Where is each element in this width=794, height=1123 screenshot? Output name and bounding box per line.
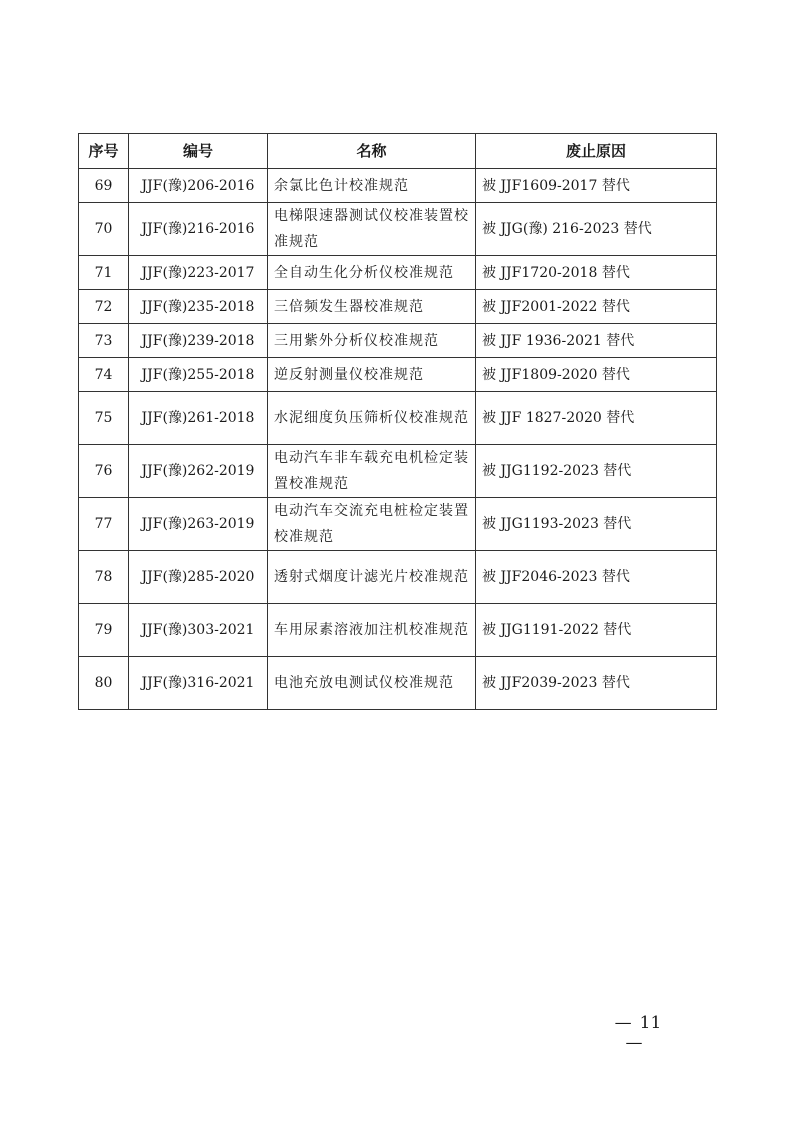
row-reason: 被 JJG1191-2022 替代 (476, 604, 717, 657)
table-row (79, 498, 717, 551)
row-seq: 74 (79, 358, 129, 392)
row-seq: 77 (79, 498, 129, 551)
page-number-dash-right: — (625, 1033, 643, 1053)
table-row (79, 169, 717, 203)
row-code: JJF(豫)255-2018 (129, 358, 268, 392)
row-code: JJF(豫)316-2021 (129, 657, 268, 710)
page-number-dash-left: — (614, 1013, 632, 1033)
row-reason: 被 JJF 1827-2020 替代 (476, 392, 717, 445)
row-seq: 75 (79, 392, 129, 445)
header-code: 编号 (129, 134, 268, 169)
row-seq: 69 (79, 169, 129, 203)
row-reason: 被 JJG1193-2023 替代 (476, 498, 717, 551)
row-reason: 被 JJF2046-2023 替代 (476, 551, 717, 604)
row-reason: 被 JJF1720-2018 替代 (476, 256, 717, 290)
table-row (79, 657, 717, 710)
row-code: JJF(豫)303-2021 (129, 604, 268, 657)
row-code: JJF(豫)206-2016 (129, 169, 268, 203)
abolished-standards-table (78, 133, 717, 710)
row-name: 余氯比色计校准规范 (268, 169, 476, 203)
row-name: 电动汽车交流充电桩检定装置校准规范 (268, 498, 476, 551)
table-row (79, 290, 717, 324)
row-reason: 被 JJF1809-2020 替代 (476, 358, 717, 392)
table-row (79, 551, 717, 604)
row-name: 电动汽车非车载充电机检定装置校准规范 (268, 445, 476, 498)
header-seq: 序号 (79, 134, 129, 169)
row-name: 透射式烟度计滤光片校准规范 (268, 551, 476, 604)
row-name: 电池充放电测试仪校准规范 (268, 657, 476, 710)
table-row (79, 358, 717, 392)
row-code: JJF(豫)239-2018 (129, 324, 268, 358)
row-seq: 71 (79, 256, 129, 290)
row-code: JJF(豫)223-2017 (129, 256, 268, 290)
header-name: 名称 (268, 134, 476, 169)
row-code: JJF(豫)262-2019 (129, 445, 268, 498)
table-row (79, 203, 717, 256)
row-name: 全自动生化分析仪校准规范 (268, 256, 476, 290)
page-number-value: 11 (639, 1013, 662, 1033)
row-code: JJF(豫)216-2016 (129, 203, 268, 256)
page-number (594, 1013, 674, 1053)
row-reason: 被 JJG(豫) 216-2023 替代 (476, 203, 717, 256)
table-row (79, 392, 717, 445)
row-reason: 被 JJF2039-2023 替代 (476, 657, 717, 710)
row-seq: 72 (79, 290, 129, 324)
row-name: 车用尿素溶液加注机校准规范 (268, 604, 476, 657)
row-code: JJF(豫)261-2018 (129, 392, 268, 445)
row-name: 三用紫外分析仪校准规范 (268, 324, 476, 358)
row-name: 电梯限速器测试仪校准装置校准规范 (268, 203, 476, 256)
row-seq: 78 (79, 551, 129, 604)
row-seq: 76 (79, 445, 129, 498)
row-seq: 70 (79, 203, 129, 256)
row-reason: 被 JJF1609-2017 替代 (476, 169, 717, 203)
row-reason: 被 JJF2001-2022 替代 (476, 290, 717, 324)
row-code: JJF(豫)263-2019 (129, 498, 268, 551)
row-code: JJF(豫)235-2018 (129, 290, 268, 324)
row-reason: 被 JJG1192-2023 替代 (476, 445, 717, 498)
row-name: 逆反射测量仪校准规范 (268, 358, 476, 392)
row-name: 水泥细度负压筛析仪校准规范 (268, 392, 476, 445)
row-seq: 79 (79, 604, 129, 657)
header-reason: 废止原因 (476, 134, 717, 169)
row-name: 三倍频发生器校准规范 (268, 290, 476, 324)
row-seq: 80 (79, 657, 129, 710)
row-seq: 73 (79, 324, 129, 358)
row-reason: 被 JJF 1936-2021 替代 (476, 324, 717, 358)
table-row (79, 256, 717, 290)
table-row (79, 604, 717, 657)
row-code: JJF(豫)285-2020 (129, 551, 268, 604)
table-header-row (79, 134, 717, 169)
table-row (79, 445, 717, 498)
table-row (79, 324, 717, 358)
